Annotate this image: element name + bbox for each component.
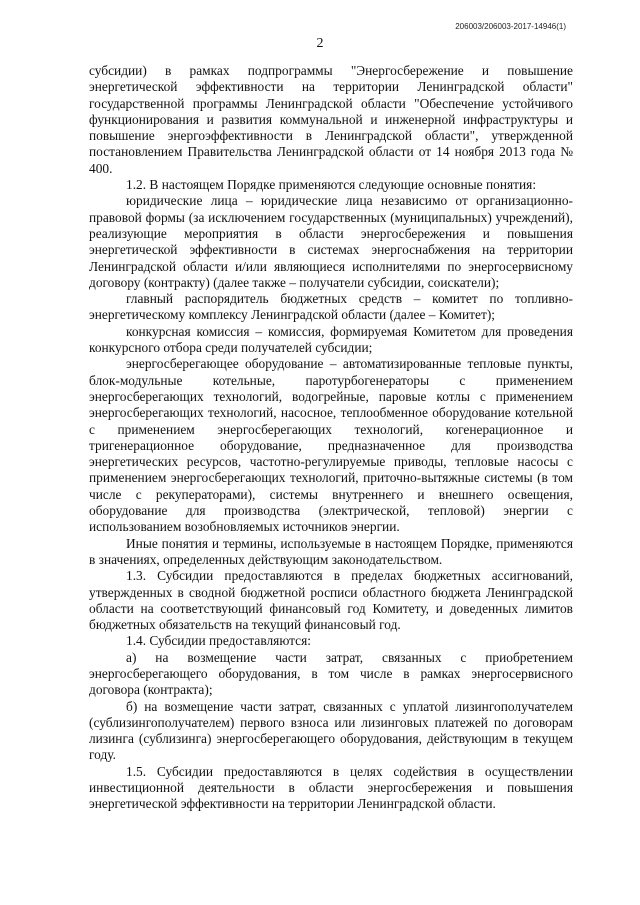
paragraph-legal-entities: юридические лица – юридические лица независимо от организационно-правовой формы (за исключением государственных (муниципальных) учреждений), реализующие мероприятия в области энергосбережения и повышения энергетической эффективности в системах энергоснабжения на территории Ленинградской области и/или являющиеся исполнителями по энергосервисному договору (контракту) (далее также – получатели субсидии, соискатели); xyxy=(89,193,573,290)
paragraph-other-terms: Иные понятия и термины, используемые в настоящем Порядке, применяются в значениях, определенных действующим законодательством. xyxy=(89,535,573,567)
document-id: 206003/206003-2017-14946(1) xyxy=(455,22,566,31)
paragraph-1-3: 1.3. Субсидии предоставляются в пределах бюджетных ассигнований, утвержденных в сводной бюджетной росписи областного бюджета Ленинградской области на соответствующий финансовый год Комитету, и доведенных лимитов бюджетных обязательств на текущий финансовый год. xyxy=(89,568,573,633)
paragraph-1-4-b: б) на возмещение части затрат, связанных с уплатой лизингополучателем (сублизингополучателем) первого взноса или лизинговых платежей по договорам лизинга (сублизинга) энергосберегающего оборудования, действующим в текущем году. xyxy=(89,698,573,763)
paragraph-main-manager: главный распорядитель бюджетных средств – комитет по топливно-энергетическому комплексу Ленинградской области (далее – Комитет); xyxy=(89,291,573,323)
paragraph-1-4: 1.4. Субсидии предоставляются: xyxy=(126,633,311,649)
paragraph-1-2: 1.2. В настоящем Порядке применяются следующие основные понятия: xyxy=(126,177,537,193)
document-body xyxy=(89,63,573,813)
paragraph-equipment: энергосберегающее оборудование – автоматизированные тепловые пункты, блок-модульные котельные, паротурбогенераторы с применением энергосберегающих технологий, водогрейные, паровые котлы с применением энергосберегающих технологий, насосное, теплообменное оборудование котельной с применением энергосберегающих технологий, когенерационное и тригенерационное оборудование, предназначенное для производства энергетических ресурсов, частотно-регулируемые приводы, тепловые насосы с применением энергосберегающих технологий, приточно-вытяжные системы (в том числе с рекуператорами), системы внутреннего и внешнего освещения, оборудование для производства (электрической, тепловой) энергии с использованием возобновляемых источников энергии. xyxy=(89,356,573,535)
paragraph-1-5: 1.5. Субсидии предоставляются в целях содействия в осуществлении инвестиционной деятельности в области энергосбережения и повышения энергетической эффективности на территории Ленинградской области. xyxy=(89,763,573,812)
paragraph-1-4-a: а) на возмещение части затрат, связанных с приобретением энергосберегающего оборудования, в том числе в рамках энергосервисного договора (контракта); xyxy=(89,649,573,698)
page-number: 2 xyxy=(316,36,324,51)
paragraph-intro-continuation: субсидии) в рамках подпрограммы "Энергосбережение и повышение энергетической эффективности на территории Ленинградской области" государственной программы Ленинградской области "Обеспечение устойчивого функционирования и развития коммунальной и инженерной инфраструктуры и повышение энергоэффективности в Ленинградской области", утвержденной постановлением Правительства Ленинградской области от 14 ноября 2013 года № 400. xyxy=(89,63,573,176)
paragraph-competition-commission: конкурсная комиссия – комиссия, формируемая Комитетом для проведения конкурсного отбора среди получателей субсидии; xyxy=(89,323,573,356)
